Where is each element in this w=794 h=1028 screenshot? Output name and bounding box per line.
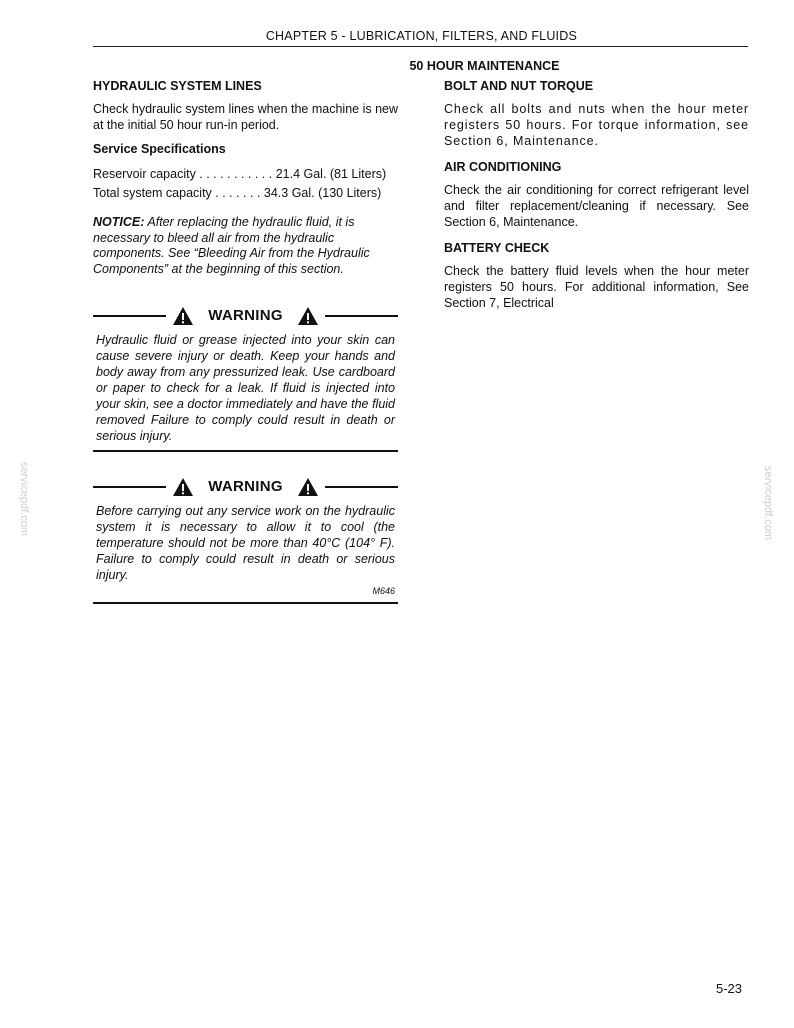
bolt-torque-heading: BOLT AND NUT TORQUE [444, 79, 594, 93]
warning-body-cooling: Before carrying out any service work on the hydraulic system it is necessary to allow it to cool (the temperature should not be more than 40°C (104° F). Failure to comply could result in death or serious injury. [96, 504, 395, 582]
watermark-left: servicepdf.com [18, 462, 30, 536]
spec-reservoir-capacity: Reservoir capacity . . . . . . . . . . . 21.4 Gal. (81 Liters) [93, 167, 387, 181]
notice-text: After replacing the hydraulic fluid, it is necessary to bleed all air from the hydraulic components. See “Bleeding Air from the Hydraulic Components” at the beginning of this section. [93, 215, 370, 276]
warning-header [93, 474, 398, 500]
header-rule [93, 46, 748, 47]
warning-header [93, 303, 398, 329]
specs-heading: Service Specifications [93, 142, 226, 156]
warning-rule-left [93, 315, 166, 317]
warning-triangle-icon [172, 306, 194, 326]
battery-check-heading: BATTERY CHECK [444, 241, 550, 255]
air-conditioning-heading: AIR CONDITIONING [444, 160, 562, 174]
hydraulic-lines-heading: HYDRAULIC SYSTEM LINES [93, 79, 262, 93]
warning-triangle-icon [172, 477, 194, 497]
warning-box-injection [93, 303, 398, 452]
right-column [444, 78, 749, 319]
chapter-header: CHAPTER 5 - LUBRICATION, FILTERS, AND FLUIDS [265, 29, 577, 43]
hydraulic-lines-intro: Check hydraulic system lines when the machine is new at the initial 50 hour run-in period. [93, 102, 398, 132]
warning-label: WARNING [208, 478, 283, 495]
spec-total-capacity: Total system capacity . . . . . . . 34.3 Gal. (130 Liters) [93, 186, 382, 200]
warning-rule-right [325, 315, 398, 317]
warning-box-cooling [93, 474, 398, 604]
bolt-torque-body: Check all bolts and nuts when the hour meter registers 50 hours. For torque information, see Section 6, Maintenance. [444, 102, 749, 148]
notice-label: NOTICE: [93, 215, 145, 229]
left-column [93, 78, 398, 604]
air-conditioning-body: Check the air conditioning for correct refrigerant level and filter replacement/cleaning if necessary. See Section 6, Maintenance. [444, 183, 749, 229]
page-number: 5-23 [716, 981, 743, 996]
notice-paragraph [93, 215, 398, 277]
section-title: 50 HOUR MAINTENANCE [409, 59, 560, 73]
warning-label: WARNING [208, 307, 283, 324]
battery-check-body: Check the battery fluid levels when the hour meter registers 50 hours. For additional information, See Section 7, Electrical [444, 264, 749, 310]
warning-triangle-icon [297, 306, 319, 326]
warning-rule-left [93, 486, 166, 488]
watermark-right: servicepdf.com [762, 466, 774, 540]
warning-rule-right [325, 486, 398, 488]
warning-body-injection: Hydraulic fluid or grease injected into your skin can cause severe injury or death. Keep your hands and body away from any pressurized leak. Use cardboard or paper to check for a leak. If fluid is injected into your skin, see a doctor immediately and have the fluid removed Failure to comply could result in death or serious injury. [96, 333, 395, 443]
warning-triangle-icon [297, 477, 319, 497]
reference-code: M646 [372, 586, 395, 596]
